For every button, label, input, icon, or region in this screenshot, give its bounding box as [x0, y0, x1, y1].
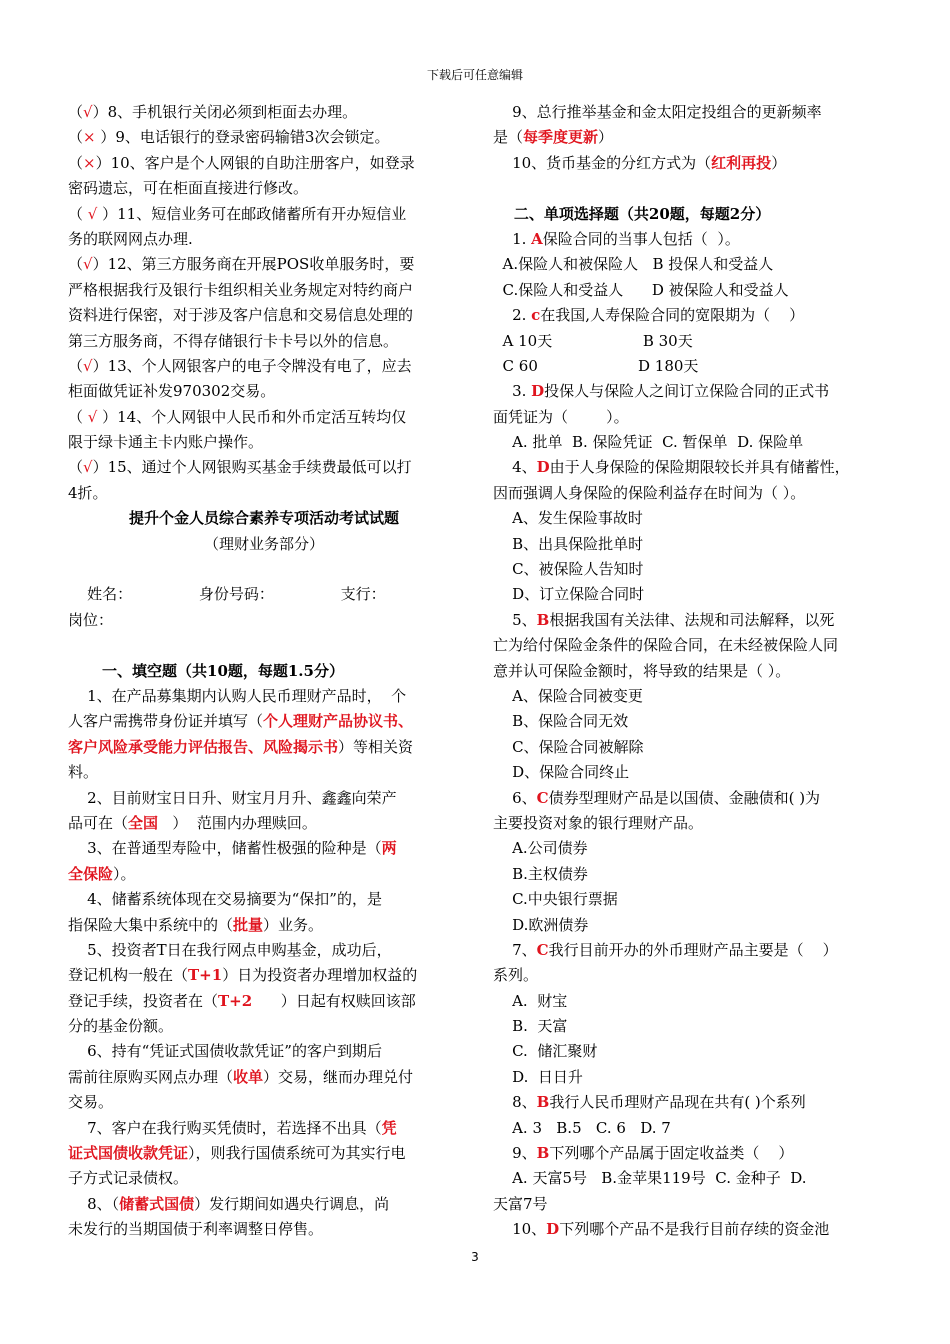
answer-text: c [531, 306, 541, 325]
spacer [68, 633, 460, 658]
question-text: 亡为给付保险金条件的保险合同，在未经被保险人同 [493, 636, 839, 655]
fill-blank-line [68, 1141, 460, 1166]
answer-text: 个人理财产品协议书、 [263, 712, 414, 731]
fill-blank-line [68, 1014, 460, 1039]
question-text: A.保险人和被保险人 B 投保人和受益人 [493, 255, 774, 274]
answer-text: 证式国债收款凭证 [68, 1144, 189, 1163]
choice-line [493, 379, 885, 404]
answer-mark: √ [83, 458, 93, 477]
section-title-text: 二、单项选择题（共20题，每题2分） [493, 204, 771, 223]
choice-line [493, 989, 885, 1014]
question-text: ）9、电话银行的登录密码输错3次会锁定。 [95, 128, 390, 147]
question-text: 需前往原购买网点办理（ [68, 1067, 234, 1086]
fill-blank-line [68, 709, 460, 734]
question-text: 投保人与保险人之间订立保险合同的正式书 [544, 382, 830, 401]
question-text: 1、在产品募集期内认购人民币理财产品时， 个 [68, 686, 407, 705]
choice-line [493, 1039, 885, 1064]
choice-line [493, 557, 885, 582]
paren: （ [68, 255, 84, 274]
exam-subtitle [68, 532, 460, 557]
choice-line [493, 1014, 885, 1039]
question-text: 根据我国有关法律、法规和司法解释，以死 [549, 610, 835, 629]
fill-blank-line [68, 1166, 460, 1191]
choice-line [493, 252, 885, 277]
question-text: 品可在（ [68, 813, 129, 832]
fill-blank-line [68, 836, 460, 861]
answer-text: T+1 [188, 966, 223, 985]
question-text: B. 天富 [493, 1017, 568, 1036]
answer-mark: × [83, 153, 96, 172]
answer-text: 收单 [233, 1067, 264, 1086]
true-false-line [68, 354, 460, 379]
true-false-line [68, 227, 460, 252]
question-text: 10、 [493, 1220, 547, 1239]
section-title [493, 202, 885, 227]
answer-mark: √ [83, 204, 98, 223]
answer-text: 客户风险承受能力评估报告、风险揭示书 [68, 737, 339, 756]
choice-line [493, 684, 885, 709]
choice-line [493, 1116, 885, 1141]
fill-blank-line [68, 1065, 460, 1090]
question-text: A、发生保险事故时 [493, 509, 643, 528]
question-text: 4折。 [68, 483, 108, 502]
spacer [493, 176, 885, 201]
question-text: 意并认可保险金额时，将导致的结果是（ ）。 [493, 661, 791, 680]
answer-text: D [536, 458, 550, 477]
info-line [68, 582, 460, 607]
question-text: ）14、个人网银中人民币和外币定活互转均仅 [97, 407, 407, 426]
answer-text: A [531, 229, 543, 248]
spacer [68, 557, 460, 582]
question-text: 9、总行推举基金和金太阳定投组合的更新频率 [493, 103, 822, 121]
info-fields: 姓名： 身份号码： 支行： [68, 585, 386, 604]
question-text: 子方式记录债权。 [68, 1169, 189, 1188]
paren: （ [68, 128, 84, 147]
paren: （ [68, 153, 84, 172]
fill-blank-line [493, 125, 885, 150]
true-false-line [68, 100, 460, 125]
exam-subtitle-text: （理财业务部分） [203, 534, 324, 553]
question-text: C 60 D 180天 [493, 356, 699, 375]
choice-line [493, 913, 885, 938]
choice-line [493, 532, 885, 557]
question-text: 6、持有“凭证式国债收款凭证”的客户到期后 [68, 1042, 382, 1061]
fill-blank-line [68, 1090, 460, 1115]
choice-line [493, 455, 885, 480]
fill-blank-line [68, 811, 460, 836]
question-text: 我行人民币理财产品现在共有( )个系列 [549, 1093, 806, 1112]
question-text: 7、客户在我行购买凭债时，若选择不出具（ [68, 1118, 382, 1137]
question-text: ），则我行国债系统可为其实行电 [188, 1144, 406, 1163]
question-text: C、被保险人告知时 [493, 560, 644, 579]
question-text: ）业务。 [263, 915, 324, 934]
question-text: C.保险人和受益人 D 被保险人和受益人 [493, 280, 789, 299]
choice-line [493, 760, 885, 785]
question-text: ）10、客户是个人网银的自助注册客户，如登录 [95, 153, 415, 172]
question-text: 交易。 [68, 1093, 114, 1112]
question-text: C.中央银行票据 [493, 890, 618, 909]
question-text: 我行目前开办的外币理财产品主要是（ ） [548, 940, 838, 959]
question-text: ）日起有权赎回该部 [252, 991, 416, 1010]
true-false-line [68, 329, 460, 354]
fill-blank-line [68, 963, 460, 988]
true-false-line [68, 252, 460, 277]
question-text: A. 批单 B. 保险凭证 C. 暂保单 D. 保险单 [493, 433, 804, 452]
question-text: ）12、第三方服务商在开展POS收单服务时，要 [92, 255, 415, 274]
question-text: ）15、通过个人网银购买基金手续费最低可以打 [92, 458, 412, 477]
question-text: 8、（ [68, 1194, 120, 1213]
fill-blank-line [68, 1192, 460, 1217]
question-text: A.公司债券 [493, 839, 588, 858]
fill-blank-line [68, 1039, 460, 1064]
question-text: 料。 [68, 763, 99, 782]
page-header: 下载后可任意编辑 [426, 68, 523, 82]
choice-line [493, 329, 885, 354]
answer-mark: √ [83, 255, 93, 274]
choice-line [493, 481, 885, 506]
question-text: 9、 [493, 1144, 537, 1163]
choice-line [493, 1141, 885, 1166]
question-text: 3、在普通型寿险中，储蓄性极强的险种是（ [68, 839, 382, 858]
choice-line [493, 1065, 885, 1090]
question-text: C、保险合同被解除 [493, 737, 644, 756]
fill-blank-line [493, 151, 885, 176]
question-text: ）交易，继而办理兑付 [263, 1067, 414, 1086]
answer-text: C [536, 940, 549, 959]
answer-text: T+2 [218, 991, 253, 1010]
answer-mark: √ [83, 356, 93, 375]
question-text: 下列哪个产品属于固定收益类（ ） [549, 1144, 794, 1163]
question-text: ）发行期间如遇央行调息，尚 [194, 1194, 390, 1213]
true-false-line [68, 303, 460, 328]
fill-blank-line [68, 913, 460, 938]
question-text: 人客户需携带身份证并填写（ [68, 712, 264, 731]
true-false-line [68, 125, 460, 150]
choice-line [493, 1166, 885, 1191]
fill-blank-line [68, 938, 460, 963]
question-text: 债券型理财产品是以国债、金融债和( )为 [548, 788, 821, 807]
answer-text: 凭 [381, 1118, 397, 1137]
exam-title [68, 506, 460, 531]
choice-line [493, 836, 885, 861]
fill-blank-line [68, 1217, 460, 1242]
question-text: 严格根据我行及银行卡组织相关业务规定对特约商户 [68, 280, 414, 299]
info-fields: 岗位： [68, 610, 114, 629]
choice-line [493, 354, 885, 379]
answer-text: D [546, 1220, 560, 1239]
question-text: ）11、短信业务可在邮政储蓄所有开办短信业 [97, 204, 407, 223]
answer-mark: √ [83, 103, 93, 121]
question-text: 密码遗忘，可在柜面直接进行修改。 [68, 179, 309, 198]
question-text: ）8、手机银行关闭必须到柜面去办理。 [92, 103, 358, 121]
choice-line [493, 506, 885, 531]
choice-line [493, 659, 885, 684]
section-title [68, 659, 460, 684]
fill-blank-line [493, 100, 885, 125]
fill-blank-line [68, 684, 460, 709]
fill-blank-line [68, 989, 460, 1014]
question-text: 在我国,人寿保险合同的宽限期为（ ） [540, 306, 805, 325]
info-line [68, 608, 460, 633]
question-text: C. 储汇聚财 [493, 1042, 598, 1061]
question-text: 资料进行保密，对于涉及客户信息和交易信息处理的 [68, 306, 414, 325]
answer-text: 全国 [128, 813, 159, 832]
question-text: 7、 [493, 940, 537, 959]
choice-line [493, 963, 885, 988]
question-text: B、保险合同无效 [493, 712, 629, 731]
answer-text: 全保险 [68, 864, 114, 883]
choice-line [493, 608, 885, 633]
question-text: 限于绿卡通主卡内账户操作。 [68, 433, 264, 452]
question-text: 系列。 [493, 966, 539, 985]
question-text: A. 财宝 [493, 991, 568, 1010]
question-text: 8、 [493, 1093, 537, 1112]
question-text: B、出具保险批单时 [493, 534, 644, 553]
question-text: 天富7号 [493, 1194, 548, 1213]
choice-line [493, 633, 885, 658]
fill-blank-line [68, 1116, 460, 1141]
paren: （ [68, 204, 84, 223]
fill-blank-line [68, 862, 460, 887]
question-text: 下列哪个产品不是我行目前存续的资金池 [559, 1220, 830, 1239]
choice-line [493, 278, 885, 303]
fill-blank-line [68, 786, 460, 811]
question-text: D. 日日升 [493, 1067, 583, 1086]
question-text: ） [771, 153, 787, 172]
answer-text: 每季度更新 [523, 128, 599, 147]
true-false-line [68, 430, 460, 455]
answer-text: 储蓄式国债 [119, 1194, 195, 1213]
question-text: 4、 [493, 458, 537, 477]
question-text: 2. [493, 306, 532, 325]
fill-blank-line [68, 760, 460, 785]
true-false-line [68, 455, 460, 480]
choice-line [493, 811, 885, 836]
answer-text: D [531, 382, 545, 401]
paren: （ [68, 103, 84, 121]
question-text: D.欧洲债券 [493, 915, 589, 934]
question-text: 因而强调人身保险的保险利益存在时间为（ ）。 [493, 483, 806, 502]
question-text: 4、储蓄系统体现在交易摘要为“保扣”的，是 [68, 890, 382, 909]
choice-line [493, 938, 885, 963]
answer-text: B [536, 1093, 550, 1112]
right-column [493, 100, 885, 1243]
choice-line [493, 887, 885, 912]
true-false-line [68, 151, 460, 176]
answer-text: B [536, 1144, 550, 1163]
answer-text: B [536, 610, 550, 629]
paren: （ [68, 458, 84, 477]
choice-line [493, 1090, 885, 1115]
question-text: 5、投资者T日在我行网点申购基金，成功后， [68, 940, 392, 959]
question-text: A. 3 B.5 C. 6 D. 7 [493, 1118, 671, 1137]
question-text: 5、 [493, 610, 537, 629]
fill-blank-line [68, 887, 460, 912]
page-number: 3 [471, 1250, 479, 1264]
choice-line [493, 709, 885, 734]
exam-title-text: 提升个金人员综合素养专项活动考试试题 [128, 509, 399, 528]
answer-text: 红利再投 [711, 153, 772, 172]
fill-blank-line [68, 735, 460, 760]
question-text: ）等相关资 [338, 737, 414, 756]
choice-line [493, 786, 885, 811]
choice-line [493, 1192, 885, 1217]
choice-line [493, 582, 885, 607]
answer-mark: × [83, 128, 96, 147]
question-text: D、订立保险合同时 [493, 585, 645, 604]
true-false-line [68, 379, 460, 404]
question-text: A、保险合同被变更 [493, 686, 643, 705]
answer-mark: √ [83, 407, 98, 426]
choice-line [493, 862, 885, 887]
question-text: 1. [493, 229, 532, 248]
question-text: 分的基金份额。 [68, 1017, 174, 1036]
question-text: 6、 [493, 788, 537, 807]
question-text: ） 范围内办理赎回。 [158, 813, 317, 832]
choice-line [493, 735, 885, 760]
question-text: 面凭证为（ ）。 [493, 407, 629, 426]
question-text: 务的联网网点办理. [68, 229, 193, 248]
question-text: ）。 [113, 864, 136, 883]
question-text: 由于人身保险的保险期限较长并具有储蓄性， [549, 458, 850, 477]
choice-line [493, 227, 885, 252]
choice-line [493, 1217, 885, 1242]
paren: （ [68, 407, 84, 426]
true-false-line [68, 405, 460, 430]
question-text: D、保险合同终止 [493, 763, 630, 782]
answer-text: 两 [381, 839, 397, 858]
question-text: 2、目前财宝日日升、财宝月月升、鑫鑫向荣产 [68, 788, 397, 807]
question-text: 是（ [493, 128, 524, 147]
question-text: A 10天 B 30天 [493, 331, 693, 350]
true-false-line [68, 278, 460, 303]
choice-line [493, 405, 885, 430]
choice-line [493, 430, 885, 455]
true-false-line [68, 176, 460, 201]
answer-text: 批量 [233, 915, 264, 934]
question-text: 指保险大集中系统中的（ [68, 915, 234, 934]
choice-line [493, 303, 885, 328]
question-text: ）日为投资者办理增加权益的 [222, 966, 418, 985]
question-text: 登记手续，投资者在（ [68, 991, 219, 1010]
question-text: ） [598, 128, 614, 147]
question-text: 第三方服务商，不得存储银行卡卡号以外的信息。 [68, 331, 399, 350]
question-text: 柜面做凭证补发970302交易。 [68, 382, 276, 401]
question-text: 保险合同的当事人包括（ ）。 [542, 229, 740, 248]
question-text: B.主权债券 [493, 864, 588, 883]
section-title-text: 一、填空题（共10题，每题1.5分） [102, 661, 344, 680]
answer-text: C [536, 788, 549, 807]
true-false-line [68, 202, 460, 227]
question-text: 10、货币基金的分红方式为（ [493, 153, 712, 172]
question-text: ）13、个人网银客户的电子令牌没有电了，应去 [92, 356, 412, 375]
question-text: 登记机构一般在（ [68, 966, 189, 985]
question-text: 未发行的当期国债于利率调整日停售。 [68, 1220, 324, 1239]
left-column [68, 100, 460, 1243]
paren: （ [68, 356, 84, 375]
question-text: 3. [493, 382, 532, 401]
question-text: 主要投资对象的银行理财产品。 [493, 813, 704, 832]
true-false-line [68, 481, 460, 506]
question-text: A. 天富5号 B.金苹果119号 C. 金种子 D. [493, 1169, 807, 1188]
